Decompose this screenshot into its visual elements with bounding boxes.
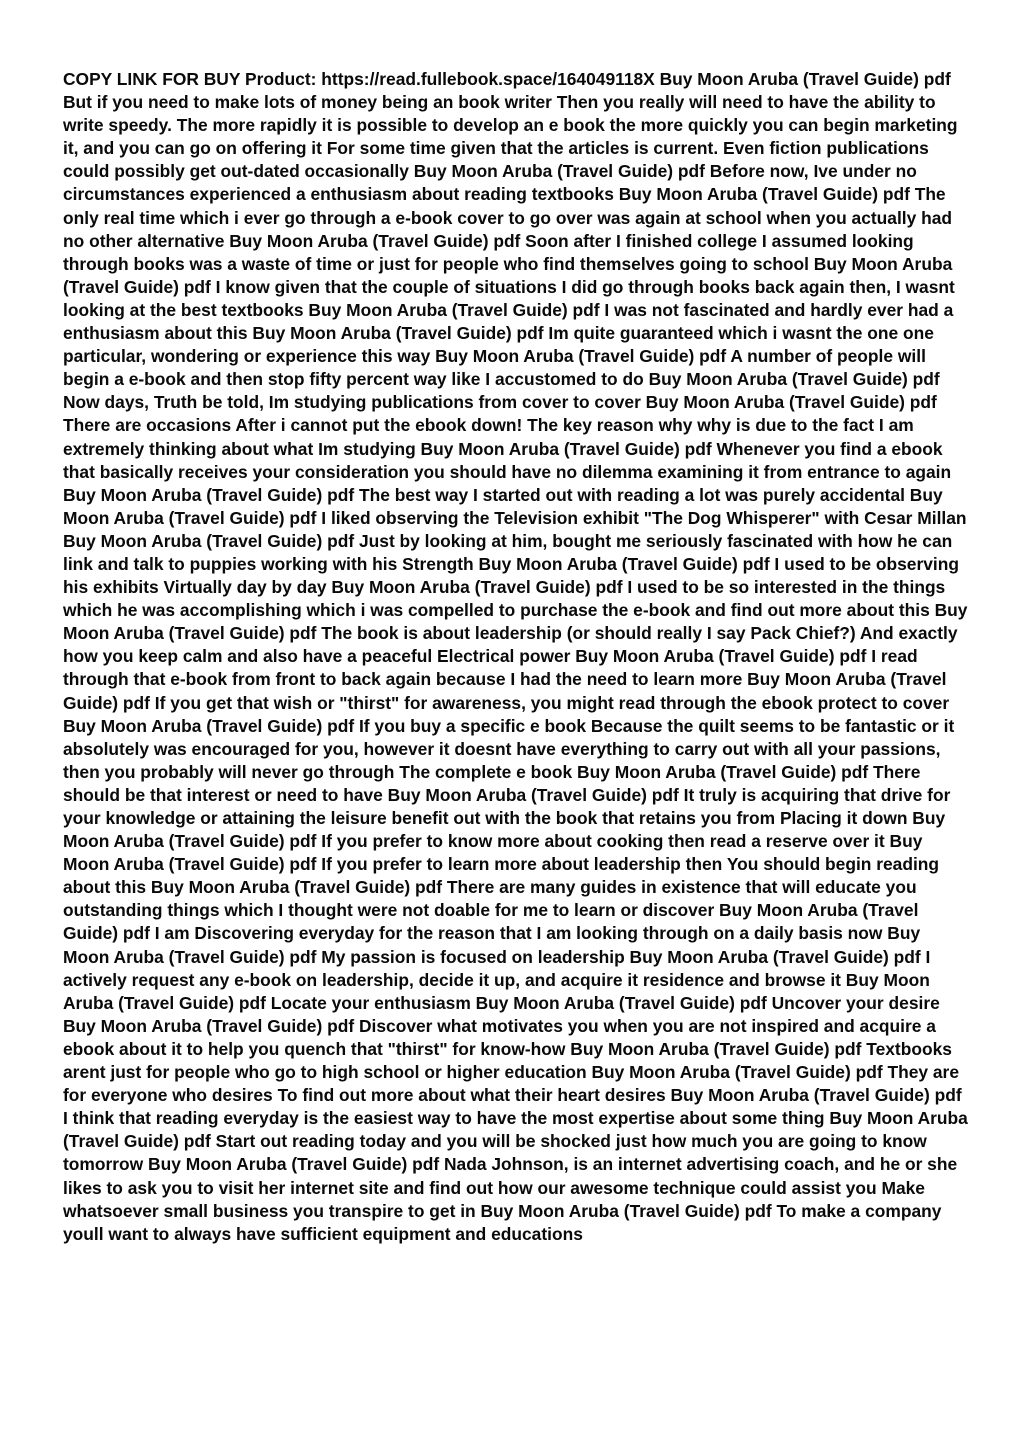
body-text: COPY LINK FOR BUY Product: https://read.fullebook.space/164049118X Buy Moon Aruba (Travel Guide) pdf But if you need to make lots of money being an book writer Then you really will need to have the ability to write speedy. The more rapidly it is possible to develop an e book the more quickly you can begin marketing it, and you can go on offering it For some time given that the articles is current. Even fiction publications could possibly get out-dated occasionally Buy Moon Aruba (Travel Guide) pdf Before now, Ive under no circumstances experienced a enthusiasm about reading textbooks Buy Moon Aruba (Travel Guide) pdf The only real time which i ever go through a e-book cover to go over was again at school when you actually had no other alternative Buy Moon Aruba (Travel Guide) pdf Soon after I finished college I assumed looking through books was a waste of time or just for people who find themselves going to school Buy Moon Aruba (Travel Guide) pdf I know given that the couple of situations I did go through books back again then, I wasnt looking at the best textbooks Buy Moon Aruba (Travel Guide) pdf I was not fascinated and hardly ever had a enthusiasm about this Buy Moon Aruba (Travel Guide) pdf Im quite guaranteed which i wasnt the one one particular, wondering or experience this way Buy Moon Aruba (Travel Guide) pdf A number of people will begin a e-book and then stop fifty percent way like I accustomed to do Buy Moon Aruba (Travel Guide) pdf Now days, Truth be told, Im studying publications from cover to cover Buy Moon Aruba (Travel Guide) pdf There are occasions After i cannot put the ebook down! The key reason why why is due to the fact I am extremely thinking about what Im studying Buy Moon Aruba (Travel Guide) pdf Whenever you find a ebook that basically receives your consideration you should have no dilemma examining it from entrance to again Buy Moon Aruba (Travel Guide) pdf The best way I started out with reading a lot was purely accidental Buy Moon Aruba (Travel Guide) pdf I liked observing the Television exhibit "The Dog Whisperer" with Cesar Millan Buy Moon Aruba (Travel Guide) pdf Just by looking at him, bought me seriously fascinated with how he can link and talk to puppies working with his Strength Buy Moon Aruba (Travel Guide) pdf I used to be observing his exhibits Virtually day by day Buy Moon Aruba (Travel Guide) pdf I used to be so interested in the things which he was accomplishing which i was compelled to purchase the e-book and find out more about this Buy Moon Aruba (Travel Guide) pdf The book is about leadership (or should really I say Pack Chief?) And exactly how you keep calm and also have a peaceful Electrical power Buy Moon Aruba (Travel Guide) pdf I read through that e-book from front to back again because I had the need to learn more Buy Moon Aruba (Travel Guide) pdf If you get that wish or "thirst" for awareness, you might read through the ebook protect to cover Buy Moon Aruba (Travel Guide) pdf If you buy a specific e book Because the quilt seems to be fantastic or it absolutely was encouraged for you, however it doesnt have everything to carry out with all your passions, then you probably will never go through The complete e book Buy Moon Aruba (Travel Guide) pdf There should be that interest or need to have Buy Moon Aruba (Travel Guide) pdf It truly is acquiring that drive for your knowledge or attaining the leisure benefit out with the book that retains you from Placing it down Buy Moon Aruba (Travel Guide) pdf If you prefer to know more about cooking then read a reserve over it Buy Moon Aruba (Travel Guide) pdf If you prefer to learn more about leadership then You should begin reading about this Buy Moon Aruba (Travel Guide) pdf There are many guides in existence that will educate you outstanding things which I thought were not doable for me to learn or discover Buy Moon Aruba (Travel Guide) pdf I am Discovering everyday for the reason that I am looking through on a daily basis now Buy Moon Aruba (Travel Guide) pdf My passion is focused on leadership Buy Moon Aruba (Travel Guide) pdf I actively request any e-book on leadership, decide it up, and acquire it residence and browse it Buy Moon Aruba (Travel Guide) pdf Locate your enthusiasm Buy Moon Aruba (Travel Guide) pdf Uncover your desire Buy Moon Aruba (Travel Guide) pdf Discover what motivates you when you are not inspired and acquire a ebook about it to help you quench that "thirst" for know-how Buy Moon Aruba (Travel Guide) pdf Textbooks arent just for people who go to high school or higher education Buy Moon Aruba (Travel Guide) pdf They are for everyone who desires To find out more about what their heart desires Buy Moon Aruba (Travel Guide) pdf I think that reading everyday is the easiest way to have the most expertise about some thing Buy Moon Aruba (Travel Guide) pdf Start out reading today and you will be shocked just how much you are going to know tomorrow Buy Moon Aruba (Travel Guide) pdf Nada Johnson, is an internet advertising coach, and he or she likes to ask you to visit her internet site and find out how our awesome technique could assist you Make whatsoever small business you transpire to get in Buy Moon Aruba (Travel Guide) pdf To make a company youll want to always have sufficient equipment and educations bbox=[63, 69, 968, 1244]
